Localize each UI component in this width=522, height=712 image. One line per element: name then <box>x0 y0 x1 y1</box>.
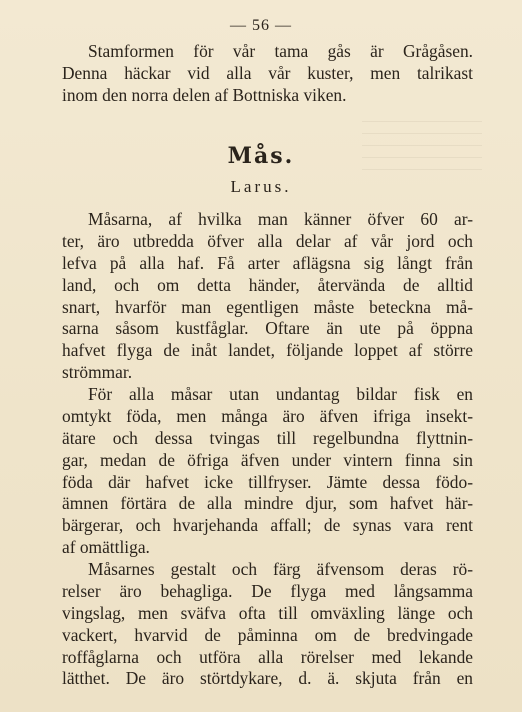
text-line: Denna häckar vid alla vår kuster, men talrikast <box>62 62 473 83</box>
page-number: — 56 — <box>230 17 292 34</box>
intro-paragraph <box>62 41 473 107</box>
text-line: omtykt föda, men många äro äfven ifriga insekt- <box>62 405 473 426</box>
text-line: hafvet flyga de inåt landet, följande loppet af större <box>62 340 473 361</box>
text-line: sarna såsom kustfåglar. Oftare än ute på öppna <box>62 318 473 339</box>
text-line: lätthet. De äro störtdykare, d. ä. skjuta från en <box>62 668 473 689</box>
text-line: af omättliga. <box>62 537 150 558</box>
text-line: Måsarnes gestalt och färg äfvensom deras rö- <box>88 559 473 579</box>
text-line: vingslag, men sväfva ofta till omväxling länge och <box>62 602 473 623</box>
section-subheading: Larus. <box>230 177 292 196</box>
text-line: bärgerar, och hvarjehanda affall; de synas vara rent <box>62 515 473 536</box>
text-line: vackert, hvarvid de påminna om de bredvingade <box>62 624 473 645</box>
text-line: snart, hvarför man egentligen måste beteckna må- <box>62 296 473 317</box>
paragraph-3 <box>62 559 473 690</box>
text-line: relser äro behagliga. De flyga med långsamma <box>62 580 473 601</box>
text-line: roffåglarna och utföra alla rörelser med lekande <box>62 646 473 667</box>
text-line: ter, äro utbredda öfver alla delar af vår jord och <box>62 230 473 251</box>
text-line: Stamformen för vår tama gås är Grågåsen. <box>88 41 473 61</box>
text-line: land, och om detta händer, återvända de alltid <box>62 274 473 295</box>
text-line: lefva på alla haf. Få arter aflägsna sig långt från <box>62 252 473 273</box>
text-line: För alla måsar utan undantag bildar fisk en <box>88 384 473 404</box>
text-line: strömmar. <box>62 362 133 383</box>
text-line: gar, medan de öfriga äfven under vintern finna sin <box>62 449 473 470</box>
text-line: ämnen förtära de alla mindre djur, som hafvet här- <box>62 493 473 514</box>
text-line: föda där hafvet icke tillfryser. Jämte dessa födo- <box>62 471 473 492</box>
paragraph-1 <box>62 209 473 384</box>
paragraph-2 <box>62 384 473 559</box>
section-heading: Mås. <box>227 143 295 169</box>
text-line: Måsarna, af hvilka man känner öfver 60 ar- <box>88 209 473 229</box>
text-line: inom den norra delen af Bottniska viken. <box>62 84 347 105</box>
text-line: ätare och dessa tvingas till regelbundna flyttnin- <box>62 427 473 448</box>
